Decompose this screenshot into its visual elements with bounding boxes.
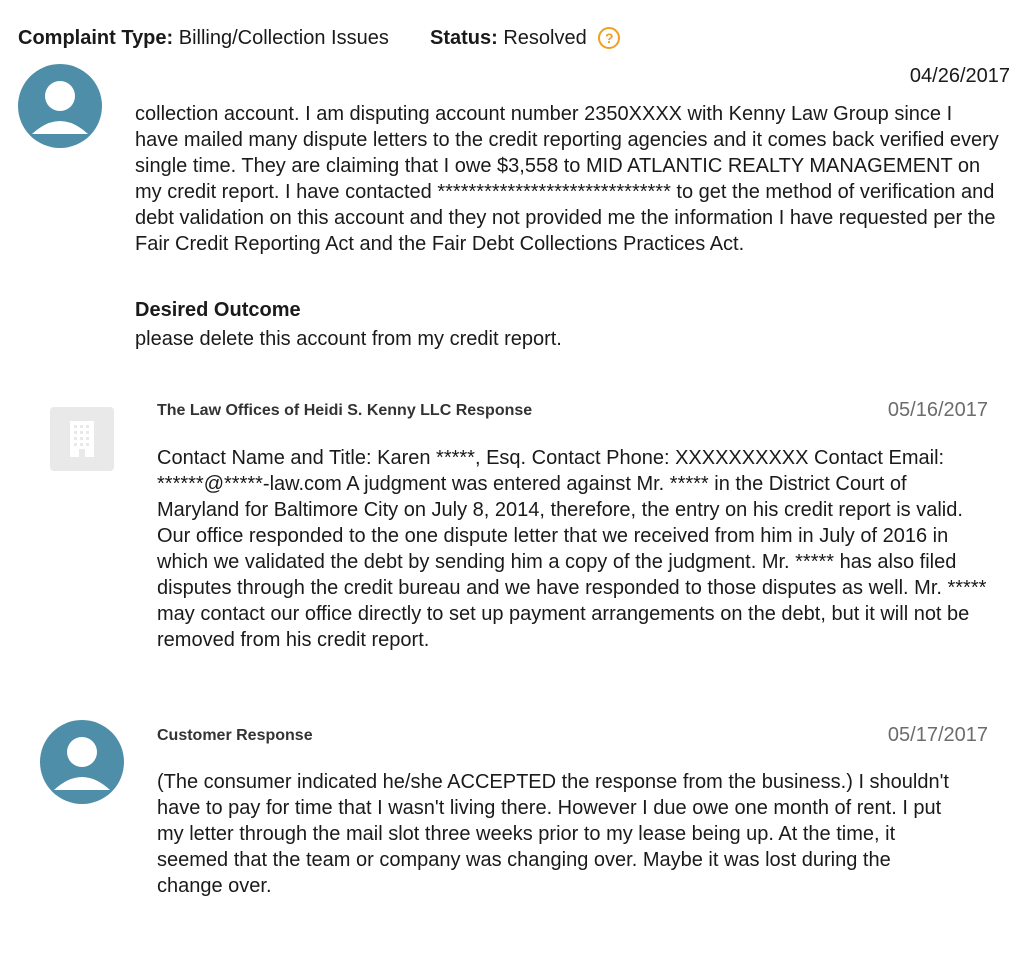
customer-response-title: Customer Response: [157, 727, 313, 744]
complaint-date: 04/26/2017: [909, 65, 1010, 87]
complaint-text: collection account. I am disputing account number 2350XXXX with Kenny Law Group since I have mailed many dispute letters to the credit reporting agencies and it comes back verified every single time. They are claiming that I owe $3,558 to MID ATLANTIC REALTY MANAGEMENT on my credit report. I have contacted ****************************** to get the method of verification and debt validation on this account and they not provided me the information I have requested per the Fair Credit Reporting Act and the Fair Debt Collections Practices Act.: [135, 103, 999, 255]
consumer-avatar-icon: [18, 64, 102, 148]
business-building-icon: [50, 407, 114, 471]
complaint-type-label: Complaint Type:: [18, 27, 174, 49]
customer-response-date: 05/17/2017: [887, 724, 988, 746]
business-response-date: 05/16/2017: [887, 399, 988, 421]
business-response-title: The Law Offices of Heidi S. Kenny LLC Response: [157, 402, 533, 419]
status-value: Resolved: [503, 27, 587, 49]
desired-outcome-text: please delete this account from my credit report.: [135, 328, 562, 350]
desired-outcome-label: Desired Outcome: [135, 299, 301, 321]
customer-response-text: (The consumer indicated he/she ACCEPTED the response from the business.) I shouldn't have to pay for time that I wasn't living there. However I due owe one month of rent. I put my letter through the mail slot three weeks prior to my lease being up. At the time, it seemed that the team or company was changing over. Maybe it was lost during the change over.: [157, 771, 949, 897]
business-response-text: Contact Name and Title: Karen *****, Esq. Contact Phone: XXXXXXXXXX Contact Email: ******@*****-law.com A judgment was entered against Mr. ***** in the District Court of Maryland for Baltimore City on July 8, 2014, therefore, the entry on his credit report is valid. Our office responded to the one dispute letter that we received from him in July of 2016 in which we validated the debt by sending him a copy of the judgment. Mr. ***** has also filed disputes through the credit bureau and we have responded to those disputes as well. Mr. ***** may contact our office directly to set up payment arrangements on the debt, but it will not be removed from his credit report.: [157, 447, 987, 651]
complaint-header: [18, 26, 620, 50]
complaint-type-value: Billing/Collection Issues: [178, 27, 389, 49]
question-circle-icon[interactable]: ?: [598, 27, 620, 49]
customer-avatar-icon: [40, 720, 124, 804]
status-label: Status:: [429, 27, 498, 49]
